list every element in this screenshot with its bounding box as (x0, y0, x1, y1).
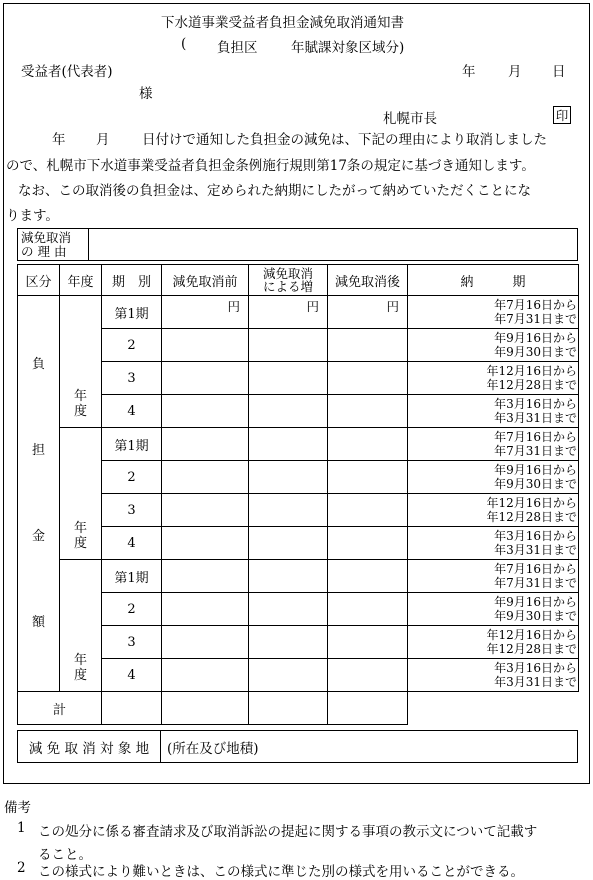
amount-before[interactable] (162, 593, 249, 626)
due-period: 年12月16日から 年12月28日まで (408, 494, 579, 527)
amount-increase[interactable] (249, 593, 328, 626)
amount-before[interactable] (162, 494, 249, 527)
date-month: 月 (508, 64, 522, 80)
due-period: 年3月16日から 年3月31日まで (408, 527, 579, 560)
total-row (18, 692, 579, 725)
header-after: 減免取消後 (328, 265, 408, 296)
period-label: 4 (102, 395, 162, 428)
amount-after[interactable] (328, 527, 408, 560)
document-title: 下水道事業受益者負担金減免取消通知書 (161, 15, 404, 31)
amount-after[interactable] (328, 362, 408, 395)
amount-after[interactable] (328, 560, 408, 593)
amount-before[interactable] (162, 527, 249, 560)
amount-before[interactable] (162, 659, 249, 692)
table-row (18, 428, 579, 461)
table-row (18, 527, 579, 560)
period-label: 第1期 (102, 560, 162, 593)
total-after[interactable] (249, 692, 328, 725)
amount-increase[interactable] (249, 329, 328, 362)
amount-after[interactable] (328, 428, 408, 461)
fiscal-year-cell[interactable]: 年 度 (60, 560, 102, 692)
table-row (18, 659, 579, 692)
due-period: 年7月16日から 年7月31日まで (408, 560, 579, 593)
amount-after[interactable] (328, 461, 408, 494)
due-period: 年3月16日から 年3月31日まで (408, 395, 579, 428)
remark-2-line-1: この様式により難いときは、この様式に準じた別の様式を用いることができる。 (38, 864, 524, 880)
header-category: 区分 (18, 265, 60, 296)
amount-after[interactable] (328, 593, 408, 626)
fiscal-year-cell[interactable]: 年 度 (60, 428, 102, 560)
header-period: 期 別 (102, 265, 162, 296)
reason-table (17, 228, 578, 261)
table-row (18, 461, 579, 494)
period-label: 3 (102, 362, 162, 395)
period-label: 4 (102, 527, 162, 560)
due-period: 年3月16日から 年3月31日まで (408, 659, 579, 692)
seal-mark: 印 (553, 106, 571, 124)
amount-increase[interactable] (249, 527, 328, 560)
table-header-row (18, 265, 579, 296)
table-row (18, 626, 579, 659)
amount-after[interactable] (328, 626, 408, 659)
due-period: 年9月16日から 年9月30日まで (408, 461, 579, 494)
total-before[interactable] (102, 692, 162, 725)
issuer: 札幌市長 (383, 111, 437, 127)
amount-after[interactable] (328, 494, 408, 527)
header-before: 減免取消前 (162, 265, 249, 296)
amount-increase[interactable] (249, 560, 328, 593)
amount-after[interactable] (328, 329, 408, 362)
due-period: 年9月16日から 年9月30日まで (408, 593, 579, 626)
amount-increase[interactable] (249, 362, 328, 395)
amount-table (17, 264, 579, 725)
remark-1-line-2: ること。 (38, 847, 92, 863)
due-period: 年12月16日から 年12月28日まで (408, 626, 579, 659)
table-row (18, 395, 579, 428)
amount-before[interactable] (162, 461, 249, 494)
fiscal-year-cell[interactable]: 年 度 (60, 296, 102, 428)
amount-before[interactable] (162, 395, 249, 428)
period-label: 第1期 (102, 428, 162, 461)
amount-increase[interactable] (249, 428, 328, 461)
amount-after[interactable] (328, 395, 408, 428)
period-label: 第1期 (102, 296, 162, 329)
amount-increase[interactable]: 円 (249, 296, 328, 329)
table-row (18, 560, 579, 593)
target-label: 減 免 取 消 対 象 地 (18, 731, 161, 763)
target-value[interactable]: (所在及び地積) (161, 731, 578, 763)
due-period: 年9月16日から 年9月30日まで (408, 329, 579, 362)
date-day: 日 (552, 64, 566, 80)
honorific: 様 (139, 86, 153, 102)
target-table (17, 730, 578, 763)
amount-before[interactable] (162, 362, 249, 395)
body-line-4: ります。 (6, 208, 59, 224)
amount-after[interactable]: 円 (328, 296, 408, 329)
period-label: 2 (102, 593, 162, 626)
category-amount-label: 負 担 金 額 (18, 296, 60, 692)
total-increase[interactable] (162, 692, 249, 725)
date-year: 年 (462, 64, 476, 80)
table-row (18, 329, 579, 362)
remark-1-num: 1 (17, 820, 26, 836)
total-due (328, 692, 408, 725)
amount-before[interactable]: 円 (162, 296, 249, 329)
table-row (18, 593, 579, 626)
reason-label: 減免取消 の 理 由 (18, 229, 89, 261)
amount-increase[interactable] (249, 626, 328, 659)
amount-before[interactable] (162, 560, 249, 593)
period-label: 3 (102, 626, 162, 659)
period-rows (18, 296, 579, 692)
remarks-title: 備考 (4, 800, 31, 816)
body-month: 月 (96, 132, 110, 148)
header-fiscal-year: 年度 (60, 265, 102, 296)
due-period: 年7月16日から 年7月31日まで (408, 296, 579, 329)
subtitle-open: ( (181, 36, 187, 52)
period-label: 4 (102, 659, 162, 692)
period-label: 3 (102, 494, 162, 527)
body-line-3: なお、この取消後の負担金は、定められた納期にしたがって納めていただくことにな (18, 183, 531, 199)
amount-increase[interactable] (249, 461, 328, 494)
subtitle-area: 負担区 (217, 40, 258, 56)
period-label: 2 (102, 461, 162, 494)
reason-field[interactable] (89, 229, 578, 261)
header-due: 納 期 (408, 265, 579, 296)
subtitle-year: 年賦課対象区域分) (291, 40, 405, 56)
recipient-label: 受益者(代表者) (21, 64, 113, 80)
body-year: 年 (52, 132, 66, 148)
amount-after[interactable] (328, 659, 408, 692)
due-period: 年7月16日から 年7月31日まで (408, 428, 579, 461)
header-increase: 減免取消 による増 (249, 265, 328, 296)
total-label: 計 (18, 692, 102, 725)
body-line-1: 日付けで通知した負担金の減免は、下記の理由により取消しました (142, 132, 547, 148)
table-row (18, 494, 579, 527)
table-row (18, 296, 579, 329)
amount-before[interactable] (162, 329, 249, 362)
amount-before[interactable] (162, 626, 249, 659)
body-line-2: ので、札幌市下水道事業受益者負担金条例施行規則第17条の規定に基づき通知します。 (6, 158, 535, 174)
remark-2-num: 2 (17, 860, 26, 876)
amount-before[interactable] (162, 428, 249, 461)
table-row (18, 362, 579, 395)
remark-1-line-1: この処分に係る審査請求及び取消訴訟の提起に関する事項の教示文について記載す (38, 824, 538, 840)
amount-increase[interactable] (249, 659, 328, 692)
amount-increase[interactable] (249, 395, 328, 428)
due-period: 年12月16日から 年12月28日まで (408, 362, 579, 395)
amount-increase[interactable] (249, 494, 328, 527)
period-label: 2 (102, 329, 162, 362)
